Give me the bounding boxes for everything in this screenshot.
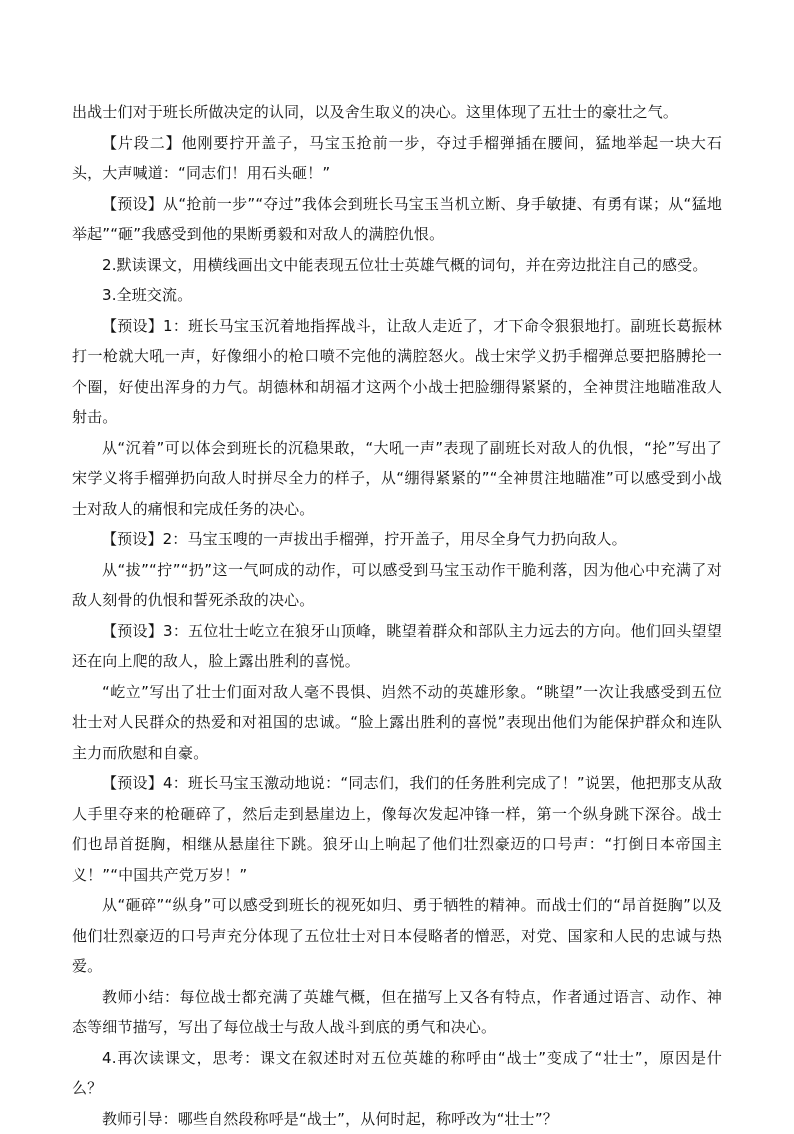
paragraph: 【预设】4：班长马宝玉激动地说：“同志们，我们的任务胜利完成了！”说罢，他把那支从敌人手里夺来的枪砸碎了，然后走到悬崖边上，像每次发起冲锋一样，第一个纵身跳下深谷。战士们也昂首挺胸，相继从悬崖往下跳。狼牙山上响起了他们壮烈豪迈的口号声：“打倒日本帝国主义！”“中国共产党万岁！” <box>72 768 722 890</box>
paragraph: 4.再次读课文，思考：课文在叙述时对五位英雄的称呼由“战士”变成了“壮士”，原因是什么？ <box>72 1043 722 1104</box>
paragraph: 【片段二】他刚要拧开盖子，马宝玉抢前一步，夺过手榴弹插在腰间，猛地举起一块大石头，大声喊道：“同志们！用石头砸！” <box>72 128 722 189</box>
paragraph: 【预设】2：马宝玉嗖的一声拔出手榴弹，拧开盖子，用尽全身气力扔向敌人。 <box>72 524 722 555</box>
paragraph: “屹立”写出了壮士们面对敌人毫不畏惧、岿然不动的英雄形象。“眺望”一次让我感受到五位壮士对人民群众的热爱和对祖国的忠诚。“脸上露出胜利的喜悦”表现出他们为能保护群众和连队主力而欣慰和自豪。 <box>72 677 722 769</box>
paragraph: 从“砸碎”“纵身”可以感受到班长的视死如归、勇于牺牲的精神。而战士们的“昂首挺胸”以及他们壮烈豪迈的口号声充分体现了五位壮士对日本侵略者的憎恶，对党、国家和人民的忠诚与热爱。 <box>72 890 722 982</box>
paragraph: 教师引导：哪些自然段称呼是“战士”，从何时起，称呼改为“壮士”？ <box>72 1104 722 1134</box>
paragraph: 【预设】从“抢前一步”“夺过”我体会到班长马宝玉当机立断、身手敏捷、有勇有谋；从“猛地举起”“砸”我感受到他的果断勇毅和对敌人的满腔仇恨。 <box>72 189 722 250</box>
document-body <box>72 97 722 1134</box>
paragraph: 从“拔”“拧”“扔”这一气呵成的动作，可以感受到马宝玉动作干脆利落，因为他心中充满了对敌人刻骨的仇恨和誓死杀敌的决心。 <box>72 555 722 616</box>
paragraph: 3.全班交流。 <box>72 280 722 311</box>
paragraph: 教师小结：每位战士都充满了英雄气概，但在描写上又各有特点，作者通过语言、动作、神态等细节描写，写出了每位战士与敌人战斗到底的勇气和决心。 <box>72 982 722 1043</box>
paragraph: 【预设】3：五位壮士屹立在狼牙山顶峰，眺望着群众和部队主力远去的方向。他们回头望望还在向上爬的敌人，脸上露出胜利的喜悦。 <box>72 616 722 677</box>
paragraph: 2.默读课文，用横线画出文中能表现五位壮士英雄气概的词句，并在旁边批注自己的感受。 <box>72 250 722 281</box>
paragraph: 出战士们对于班长所做决定的认同，以及舍生取义的决心。这里体现了五壮士的豪壮之气。 <box>72 97 722 128</box>
paragraph: 【预设】1：班长马宝玉沉着地指挥战斗，让敌人走近了，才下命令狠狠地打。副班长葛振林打一枪就大吼一声，好像细小的枪口喷不完他的满腔怒火。战士宋学义扔手榴弹总要把胳膊抡一个圈，好使出浑身的力气。胡德林和胡福才这两个小战士把脸绷得紧紧的，全神贯注地瞄准敌人射击。 <box>72 311 722 433</box>
paragraph: 从“沉着”可以体会到班长的沉稳果敢，“大吼一声”表现了副班长对敌人的仇恨，“抡”写出了宋学义将手榴弹扔向敌人时拼尽全力的样子，从“绷得紧紧的”“全神贯注地瞄准”可以感受到小战士对敌人的痛恨和完成任务的决心。 <box>72 433 722 525</box>
